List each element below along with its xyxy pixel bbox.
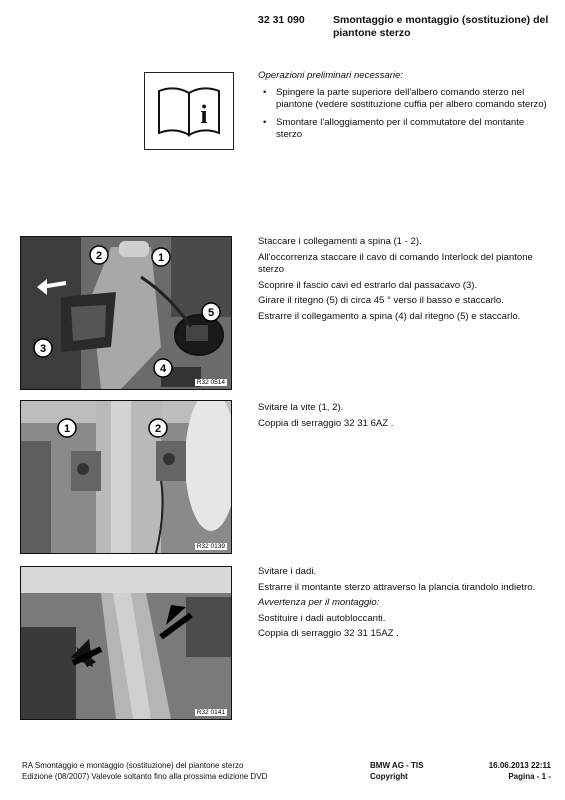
info-glyph: i xyxy=(200,100,208,129)
figure-ref: R32 0141 xyxy=(196,709,225,716)
figure-connectors xyxy=(20,236,232,390)
figure-ref: R32 0139 xyxy=(196,543,225,550)
figure-nuts xyxy=(20,566,232,720)
figure-ref: R32 0514 xyxy=(196,379,225,386)
info-book-icon xyxy=(144,72,234,150)
document-code: 32 31 090 xyxy=(258,14,305,26)
footer-edition: Edizione (08/2007) Valevole soltanto fino alla prossima edizione DVD xyxy=(22,772,268,781)
step-line: Svitare i dadi. xyxy=(258,566,317,577)
section-nuts xyxy=(258,566,548,644)
step-line: Estrarre il collegamento a spina (4) dal ritegno (5) e staccarlo. xyxy=(258,310,521,322)
step-line: Scoprire il fascio cavi ed estrarlo dal passacavo (3). xyxy=(258,279,478,291)
callout-2: 2 xyxy=(154,423,162,435)
footer-page: Pagina - 1 - xyxy=(508,772,551,781)
step-line: Coppia di serraggio 32 31 6AZ . xyxy=(258,417,394,429)
step-line: Estrarre il montante sterzo attraverso la plancia tirandolo indietro. xyxy=(258,581,536,593)
preliminary-operations xyxy=(258,70,548,147)
step-line: All'occorrenza staccare il cavo di comando Interlock del piantone sterzo xyxy=(258,251,533,275)
step-line: Sostituire i dadi autobloccanti. xyxy=(258,612,386,624)
callout-1: 1 xyxy=(157,252,165,264)
figure-screws xyxy=(20,400,232,554)
preliminary-list xyxy=(258,87,548,142)
section-screws xyxy=(258,402,548,433)
footer-date: 16.06.2013 22:11 xyxy=(488,761,551,770)
step-line: Svitare la vite (1, 2). xyxy=(258,402,344,413)
callout-2: 2 xyxy=(95,250,103,262)
callout-3: 3 xyxy=(39,343,47,355)
assembly-note: Avvertenza per il montaggio: xyxy=(258,597,380,608)
section-connectors xyxy=(258,236,548,326)
footer-copyright: Copyright xyxy=(370,772,408,781)
callout-5: 5 xyxy=(207,307,215,319)
step-line: Girare il ritegno (5) di circa 45 ° verso il basso e staccarlo. xyxy=(258,295,504,306)
footer-doc-title: RA Smontaggio e montaggio (sostituzione) del piantone sterzo xyxy=(22,761,244,770)
document-title: Smontaggio e montaggio (sostituzione) del piantone sterzo xyxy=(333,14,549,39)
step-line: Coppia di serraggio 32 31 15AZ . xyxy=(258,628,399,639)
preliminary-item: • Spingere la parte superiore dell'albero comando sterzo nel piantone (vedere sostituzione cuffia per albero comando sterzo) xyxy=(276,87,548,112)
callout-4: 4 xyxy=(159,363,167,375)
preliminary-item: • Smontare l'alloggiamento per il commutatore del montante sterzo xyxy=(276,117,548,142)
callout-1: 1 xyxy=(63,423,71,435)
preliminary-lead: Operazioni preliminari necessarie: xyxy=(258,70,404,81)
footer-publisher: BMW AG - TIS xyxy=(370,761,424,770)
step-line: Staccare i collegamenti a spina (1 - 2). xyxy=(258,236,422,247)
